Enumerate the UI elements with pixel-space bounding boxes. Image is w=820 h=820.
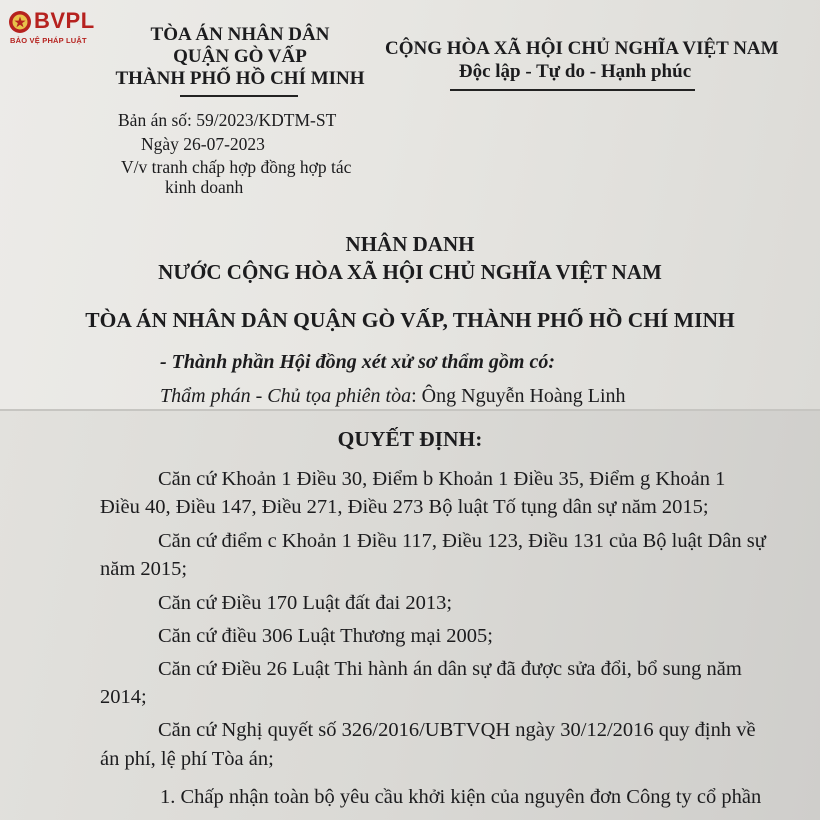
logo-text: BVPL [34,8,95,33]
basis-paragraph-3: Căn cứ Điều 170 Luật đất đai 2013; [158,592,453,614]
republic-title: NƯỚC CỘNG HÒA XÃ HỘI CHỦ NGHĨA VIỆT NAM [158,260,662,284]
court-name-line3: THÀNH PHỐ HỒ CHÍ MINH [115,68,365,89]
basis-paragraph-1-line1: Căn cứ Khoản 1 Điều 30, Điểm b Khoản 1 Điều 35, Điểm g Khoản 1 [158,468,726,490]
judge-name: : Ông Nguyễn Hoàng Linh [411,385,626,407]
decision-item-1: 1. Chấp nhận toàn bộ yêu cầu khởi kiện của nguyên đơn Công ty cổ phần [160,786,762,808]
case-number: Bản án số: 59/2023/KDTM-ST [118,110,337,130]
basis-paragraph-5-line1: Căn cứ Điều 26 Luật Thi hành án dân sự đã được sửa đổi, bổ sung năm [158,658,742,680]
bvpl-logo [4,6,104,46]
judge-label: Thẩm phán - Chủ tọa phiên tòa [160,385,412,407]
panel-heading: - Thành phần Hội đồng xét xử sơ thẩm gồm có: [160,351,555,373]
case-date: Ngày 26-07-2023 [141,134,265,154]
page-fold-line [0,409,820,411]
emblem-icon [8,10,32,34]
court-header-underline [180,95,298,97]
court-full-name: TÒA ÁN NHÂN DÂN QUẬN GÒ VẤP, THÀNH PHỐ HỒ CHÍ MINH [85,308,735,332]
basis-paragraph-1-line2: Điều 40, Điều 147, Điều 271, Điều 273 Bộ luật Tố tụng dân sự năm 2015; [100,496,709,518]
case-subject-line2: kinh doanh [165,177,244,197]
decision-heading: QUYẾT ĐỊNH: [337,427,483,451]
logo-subtitle: BẢO VỆ PHÁP LUẬT [10,36,87,45]
national-motto: Độc lập - Tự do - Hạnh phúc [458,61,692,82]
court-name-line1: TÒA ÁN NHÂN DÂN [150,24,330,45]
basis-paragraph-4: Căn cứ điều 306 Luật Thương mại 2005; [158,625,494,647]
national-header-underline [450,89,695,91]
judge-line [160,385,626,408]
basis-paragraph-6-line1: Căn cứ Nghị quyết số 326/2016/UBTVQH ngày 30/12/2016 quy định về [158,719,756,741]
court-name-line2: QUẬN GÒ VẤP [173,46,307,67]
basis-paragraph-5-line2: 2014; [100,686,147,708]
national-title: CỘNG HÒA XÃ HỘI CHỦ NGHĨA VIỆT NAM [385,38,779,59]
basis-paragraph-2-line2: năm 2015; [100,558,188,580]
basis-paragraph-6-line2: án phí, lệ phí Tòa án; [100,748,274,770]
basis-paragraph-2-line1: Căn cứ điểm c Khoản 1 Điều 117, Điều 123, Điều 131 của Bộ luật Dân sự [158,530,766,552]
in-the-name-of: NHÂN DANH [345,232,475,256]
case-subject-line1: V/v tranh chấp hợp đồng hợp tác [121,157,352,177]
